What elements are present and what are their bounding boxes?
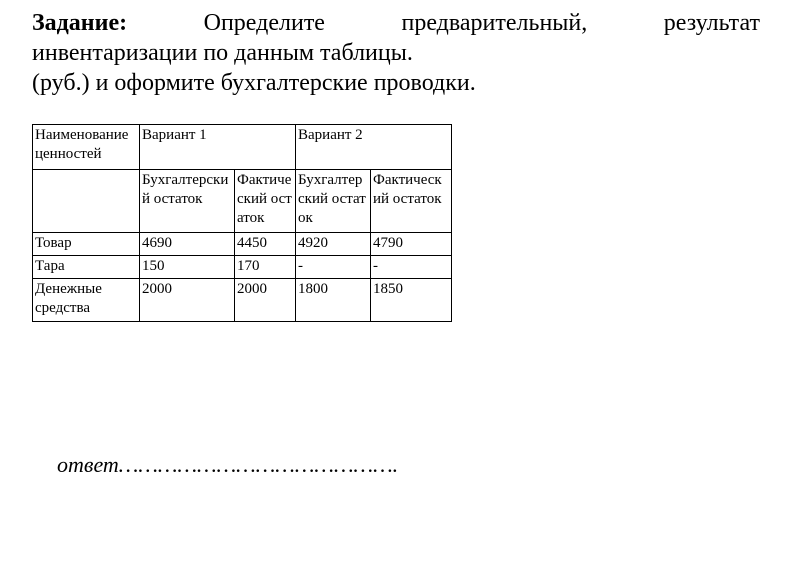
subheader-cell: Бухгалтерский остаток — [140, 170, 235, 233]
header-variant-2: Вариант 2 — [296, 125, 452, 170]
row-value: 1800 — [296, 279, 371, 322]
row-value: 170 — [235, 256, 296, 279]
task-word: Определите — [203, 10, 325, 36]
subheader-cell: Фактический остаток — [235, 170, 296, 233]
subheader-cell: Фактический остаток — [371, 170, 452, 233]
empty-cell — [33, 170, 140, 233]
row-value: - — [371, 256, 452, 279]
task-line-1 — [32, 8, 760, 38]
row-value: 2000 — [235, 279, 296, 322]
table-header-row — [33, 125, 452, 170]
table-row — [33, 233, 452, 256]
subheader-cell: Бухгалтерский остаток — [296, 170, 371, 233]
row-value: 4450 — [235, 233, 296, 256]
answer-line: ответ……………………………………. — [57, 452, 399, 477]
row-value: - — [296, 256, 371, 279]
task-text — [32, 8, 760, 98]
table-subheader-row — [33, 170, 452, 233]
task-line-2: инвентаризации по данным таблицы. — [32, 40, 413, 66]
table-row — [33, 279, 452, 322]
task-word: результат — [663, 10, 760, 36]
row-name: Товар — [33, 233, 140, 256]
row-name: Тара — [33, 256, 140, 279]
row-name: Денежные средства — [33, 279, 140, 322]
row-value: 1850 — [371, 279, 452, 322]
row-value: 150 — [140, 256, 235, 279]
task-label: Задание: — [32, 10, 128, 36]
task-line-3: (руб.) и оформите бухгалтерские проводки. — [32, 70, 476, 96]
row-value: 2000 — [140, 279, 235, 322]
row-value: 4790 — [371, 233, 452, 256]
row-value: 4690 — [140, 233, 235, 256]
table-row — [33, 256, 452, 279]
row-value: 4920 — [296, 233, 371, 256]
header-variant-1: Вариант 1 — [140, 125, 296, 170]
task-word: предварительный, — [401, 10, 588, 36]
header-name-cell: Наименование ценностей — [33, 125, 140, 170]
inventory-table — [32, 124, 452, 322]
